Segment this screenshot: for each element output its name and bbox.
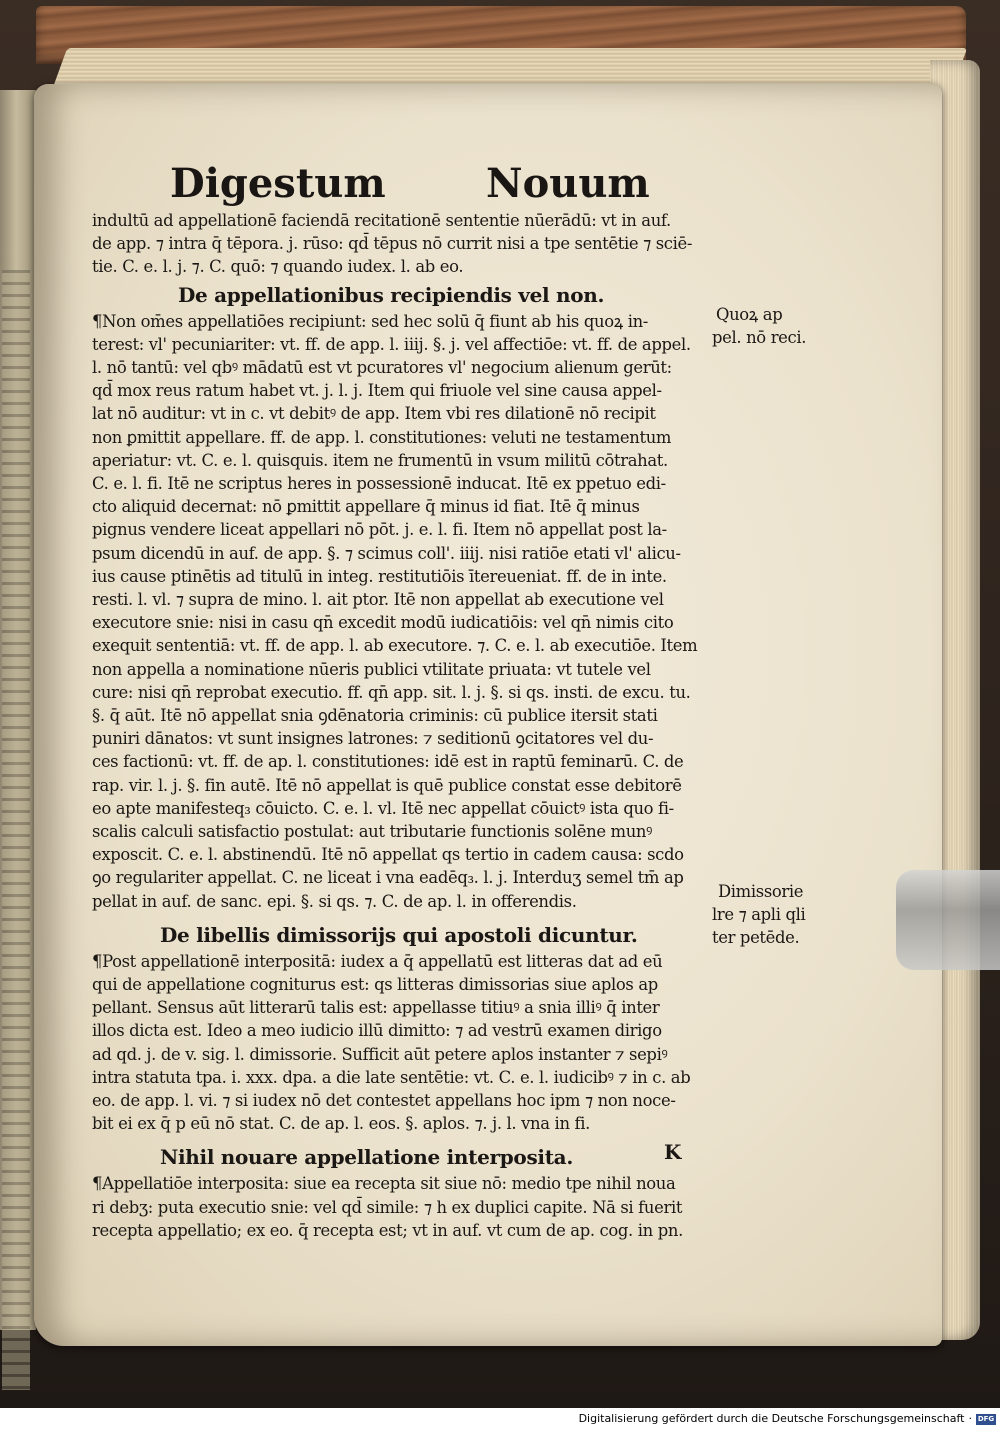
running-head-left: Digestum (170, 160, 386, 207)
text-line: non ꝑmittit appellare. ff. de app. l. constitutiones: veluti ne testamentum (92, 428, 672, 447)
text-line: exequit sententiā: vt. ff. de app. l. ab executore. ⁊. C. e. l. ab executiōe. Item (92, 636, 698, 655)
signature-mark: K (664, 1140, 682, 1164)
margin-note: pel. nō reci. (712, 328, 807, 347)
text-line: cto aliquid decernat: nō ꝑmittit appellare q̄ minus id fiat. Itē q̄ minus (92, 497, 640, 516)
section-heading: De libellis dimissorijs qui apostoli dicuntur. (160, 923, 638, 947)
text-line: l. nō tantū: vel qbꝰ mādatū est vt pcuratores vl' negocium alienum gerūt: (92, 358, 672, 377)
section-heading: Nihil nouare appellatione interposita. (160, 1145, 573, 1169)
text-line: §. q̄ aūt. Itē nō appellat snia ꝯdēnatoria criminis: cū publice itersit stati (92, 706, 658, 725)
text-line: rap. vir. l. j. §. fin autē. Itē nō appellat is quē publice constat esse debitorē (92, 776, 682, 795)
text-line: cure: nisi qn̄ reprobat executio. ff. qn̄ app. sit. l. j. §. si qs. insti. de excu. tu. (92, 683, 691, 702)
page-edges-top (53, 48, 968, 88)
dfg-logo: DFG (977, 1414, 995, 1423)
text-line: intra statuta tpa. i. xxx. dpa. a die late sentētie: vt. C. e. l. iudicibꝰ ⁊ in c. ab (92, 1068, 691, 1087)
text-line: recepta appellatio; ex eo. q̄ recepta est; vt in auf. vt cum de ap. cog. in pn. (92, 1221, 683, 1240)
text-line: tie. C. e. l. j. ⁊. C. quō: ⁊ quando iudex. l. ab eo. (92, 257, 464, 276)
text-line: de app. ⁊ intra q̄ tēpora. j. rūso: qd̄ tēpus nō currit nisi a tpe sentētie ⁊ sciē- (92, 234, 693, 253)
text-line: ꝯo regulariter appellat. C. ne liceat i vna eadēq₃. l. j. Interduʒ semel tm̄ ap (92, 868, 684, 887)
text-line: non appella a nominatione nūeris publici vtilitate priuata: vt tutele vel (92, 660, 651, 679)
text-line: aperiatur: vt. C. e. l. quisquis. item ne frumentū in vsum militū cōtrahat. (92, 451, 668, 470)
text-line: pignus vendere liceat appellari nō pōt. j. e. l. fi. Item nō appellat post la- (92, 520, 667, 539)
text-line: ¶Non om̄es appellatiōes recipiunt: sed hec solū q̄ fiunt ab his quoꝝ in- (92, 312, 648, 331)
credit-text: Digitalisierung gefördert durch die Deutsche Forschungsgemeinschaft (578, 1412, 965, 1425)
text-line: ius cause ptinētis ad titulū in integ. restitutiōis ītereueniat. ff. de in inte. (92, 567, 667, 586)
text-line: resti. l. vl. ⁊ supra de mino. l. ait ptor. Itē non appellat ab executione vel (92, 590, 664, 609)
text-line: executore snie: nisi in casu qn̄ excedit modū iudicatiōis: vel qn̄ nimis cito (92, 613, 674, 632)
text-line: C. e. l. fi. Itē ne scriptus heres in possessionē inducat. Itē ex ppetuo edi- (92, 474, 666, 493)
digitization-credit: Digitalisierung gefördert durch die Deutsche Forschungsgemeinschaft · DFG (579, 1410, 996, 1428)
margin-note: Quoꝝ ap (716, 305, 783, 324)
text-line: qui de appellatione cogniturus est: qs litteras dimissorias siue aplos ap (92, 975, 658, 994)
text-line: lat nō auditur: vt in c. vt debitꝰ de app. Item vbi res dilationē nō recipit (92, 404, 656, 423)
text-line: indultū ad appellationē faciendā recitationē sententie nūerādū: vt in auf. (92, 211, 671, 230)
text-line: ri debʒ: puta executio snie: vel qd̄ simile: ⁊ h ex duplici capite. Nā si fuerit (92, 1198, 683, 1217)
text-line: illos dicta est. Ideo a meo iudicio illū dimitto: ⁊ ad vestrū examen dirigo (92, 1021, 662, 1040)
left-page-text-fragment (2, 270, 30, 1390)
text-line: pellant. Sensus aūt litterarū talis est: appellasse titiuꝰ a snia illiꝰ q̄ inter (92, 998, 660, 1017)
left-page-edge (0, 90, 36, 1330)
text-line: bit ei ex q̄ p eū nō stat. C. de ap. l. eos. §. aplos. ⁊. j. l. vna in fi. (92, 1114, 590, 1133)
text-line: exposcit. C. e. l. abstinendū. Itē nō appellat qs tertio in cadem causa: scdo (92, 845, 684, 864)
text-line: puniri dānatos: vt sunt insignes latrones: ⁊ seditionū ꝯcitatores vel du- (92, 729, 654, 748)
text-line: ad qd. j. de v. sig. l. dimissorie. Sufficit aūt petere aplos instanter ⁊ sepiꝰ (92, 1045, 668, 1064)
text-line: eo apte manifesteq₃ cōuicto. C. e. l. vl. Itē nec appellat cōuictꝰ ista quo fi- (92, 799, 674, 818)
book-clasp (896, 870, 1000, 970)
margin-note: ter petēde. (712, 928, 800, 947)
section-heading: De appellationibus recipiendis vel non. (178, 283, 605, 307)
text-line: eo. de app. l. vi. ⁊ si iudex nō det contestet appellans hoc ipm ⁊ non noce- (92, 1091, 676, 1110)
running-head-right: Nouum (486, 160, 650, 207)
text-line: qd̄ mox reus ratum habet vt. j. l. j. Item qui friuole vel sine causa appel- (92, 381, 662, 400)
text-line: pellat in auf. de sanc. epi. §. si qs. ⁊. C. de ap. l. in offerendis. (92, 892, 577, 911)
text-line: terest: vl' pecuniariter: vt. ff. de app. l. iiij. §. j. vel affectiōe: vt. ff. de appel. (92, 335, 691, 354)
margin-note: Dimissorie (718, 882, 804, 901)
text-line: scalis calculi satisfactio postulat: aut tributarie functionis solēne munꝰ (92, 822, 653, 841)
text-line: ¶Post appellationē interpositā: iudex a q̄ appellatū est litteras dat ad eū (92, 952, 663, 971)
margin-note: lre ⁊ apli qli (712, 905, 806, 924)
text-line: psum dicendū in auf. de app. §. ⁊ scimus coll'. iiij. nisi ratiōe etati vl' alicu- (92, 544, 681, 563)
text-line: ¶Appellatiōe interposita: siue ea recepta sit siue nō: medio tpe nihil noua (92, 1174, 676, 1193)
text-line: ces factionū: vt. ff. de ap. l. constitutiones: idē est in raptū feminarū. C. de (92, 752, 684, 771)
